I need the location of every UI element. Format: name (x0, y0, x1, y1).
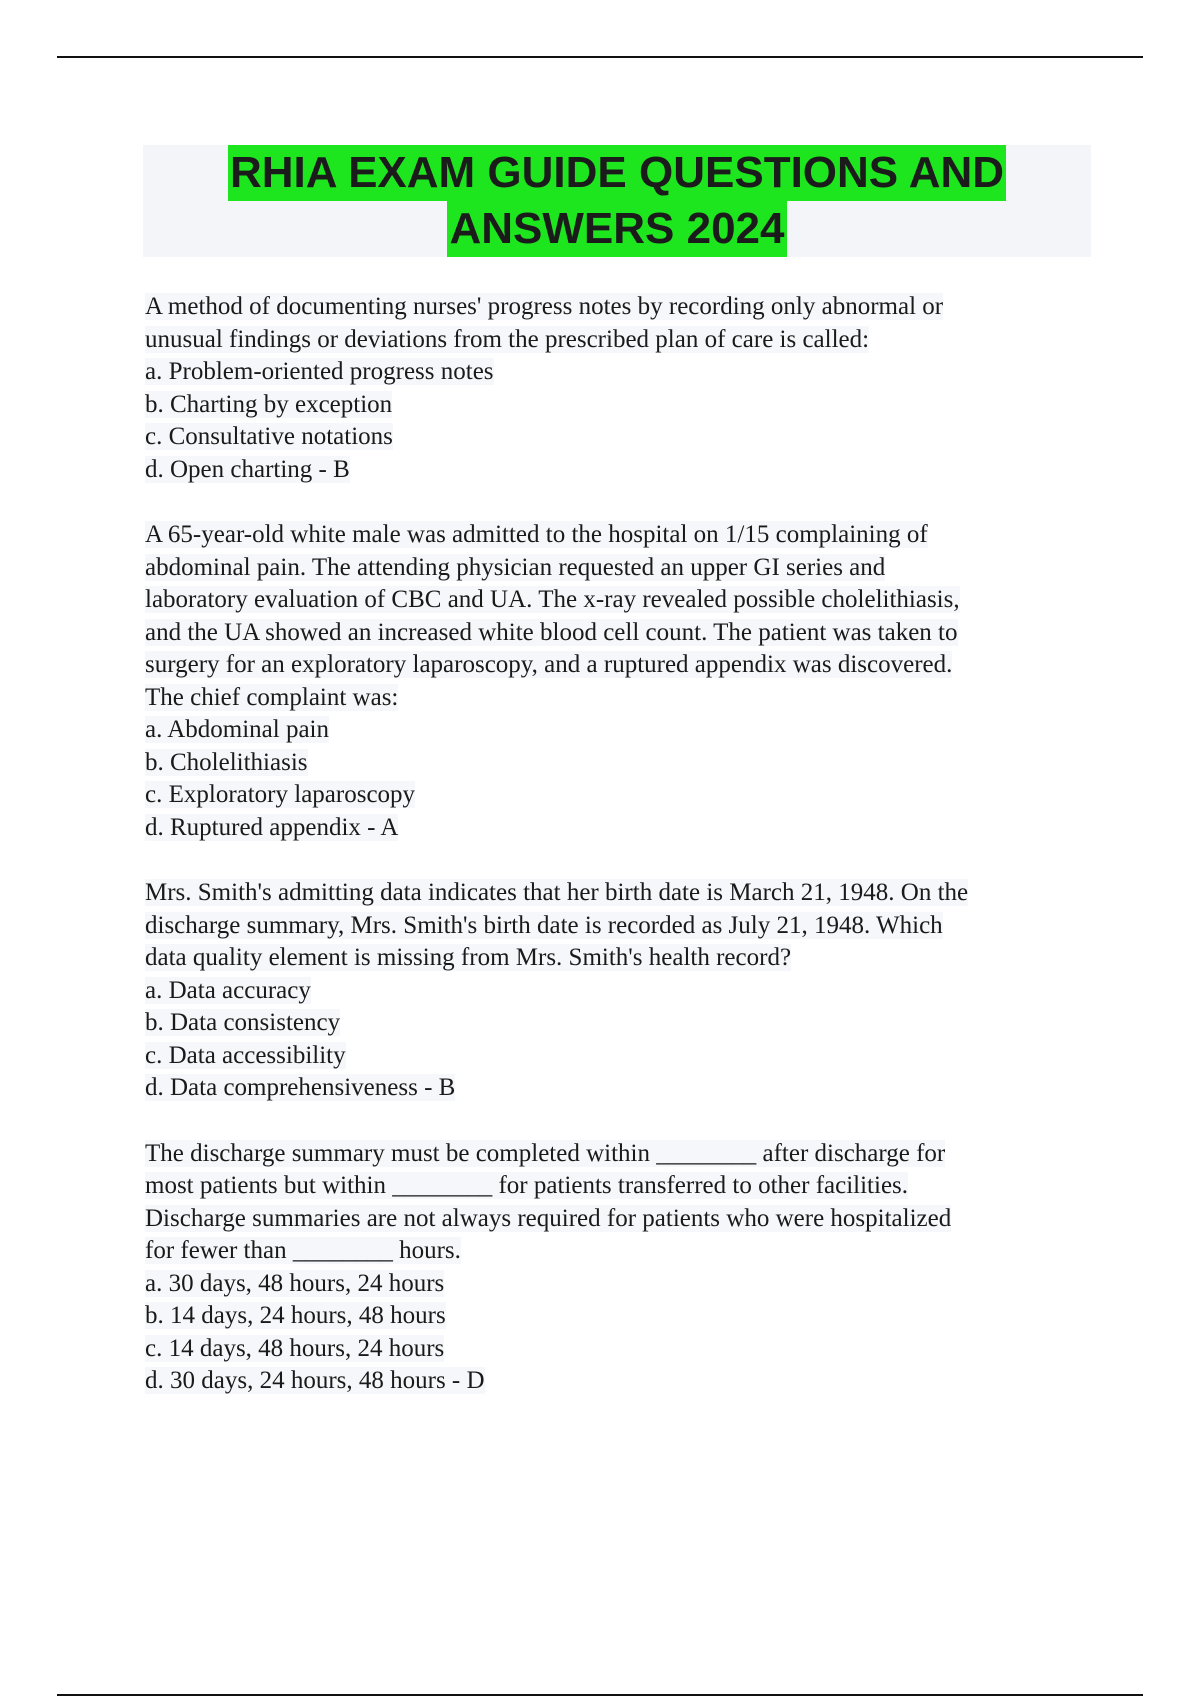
answer-option: d. Open charting - B (145, 455, 350, 483)
question-stem-line: surgery for an exploratory laparoscopy, and a ruptured appendix was discovered. (145, 651, 953, 678)
question-stem-line: for fewer than ________ hours. (145, 1237, 461, 1264)
answer-option: d. Data comprehensiveness - B (145, 1074, 456, 1101)
answer-option: c. Exploratory laparoscopy (145, 781, 416, 808)
answer-option: a. 30 days, 48 hours, 24 hours (145, 1269, 445, 1297)
question-stem-line: Discharge summaries are not always required for patients who were hospitalized (145, 1204, 952, 1232)
answer-option: c. 14 days, 48 hours, 24 hours (145, 1334, 445, 1362)
answer-option: b. Data consistency (145, 1009, 341, 1036)
answer-option: c. Data accessibility (145, 1041, 346, 1069)
question-stem-line: Mrs. Smith's admitting data indicates that her birth date is March 21, 1948. On the (145, 879, 969, 906)
question-stem-line: A 65-year-old white male was admitted to the hospital on 1/15 complaining of (145, 521, 928, 548)
question-3 (145, 877, 1105, 1105)
page-title-line-2: ANSWERS 2024 (447, 201, 786, 257)
answer-option: d. Ruptured appendix - A (145, 813, 399, 841)
answer-option: a. Problem-oriented progress notes (145, 358, 494, 385)
answer-option: a. Abdominal pain (145, 716, 329, 743)
question-stem-line: and the UA showed an increased white blood cell count. The patient was taken to (145, 618, 958, 646)
question-stem-line: abdominal pain. The attending physician requested an upper GI series and (145, 553, 886, 581)
question-4 (145, 1138, 1105, 1398)
question-1 (145, 291, 1105, 486)
question-stem-line: The discharge summary must be completed within ________ after discharge for (145, 1139, 946, 1167)
answer-option: c. Consultative notations (145, 423, 393, 450)
page-title-line-1: RHIA EXAM GUIDE QUESTIONS AND (228, 145, 1006, 201)
title-band (143, 145, 1091, 257)
answer-option: b. 14 days, 24 hours, 48 hours (145, 1302, 446, 1329)
bottom-rule (57, 1694, 1143, 1696)
question-stem-line: unusual findings or deviations from the prescribed plan of care is called: (145, 325, 870, 353)
question-stem-line: data quality element is missing from Mrs. Smith's health record? (145, 944, 792, 971)
question-stem-line: laboratory evaluation of CBC and UA. The x-ray revealed possible cholelithiasis, (145, 586, 960, 613)
question-stem-line: A method of documenting nurses' progress notes by recording only abnormal or (145, 293, 944, 320)
question-list (145, 291, 1105, 1431)
question-stem-line: discharge summary, Mrs. Smith's birth date is recorded as July 21, 1948. Which (145, 911, 943, 939)
top-rule (57, 56, 1143, 58)
question-2 (145, 519, 1105, 844)
question-stem-line: most patients but within ________ for patients transferred to other facilities. (145, 1172, 909, 1199)
question-stem-line: The chief complaint was: (145, 683, 399, 711)
answer-option: d. 30 days, 24 hours, 48 hours - D (145, 1367, 485, 1394)
answer-option: a. Data accuracy (145, 976, 311, 1004)
answer-option: b. Cholelithiasis (145, 748, 308, 776)
answer-option: b. Charting by exception (145, 390, 393, 418)
